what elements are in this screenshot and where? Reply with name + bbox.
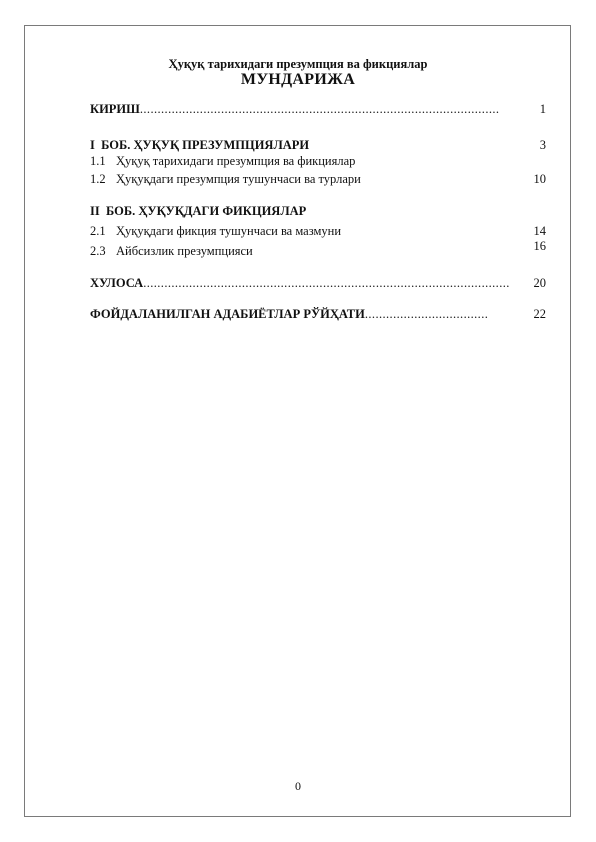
toc-entry-conclusion[interactable]: [90, 275, 546, 291]
toc-section-2-3[interactable]: [90, 241, 546, 257]
toc-page-number: 3: [539, 138, 546, 152]
toc-page-number: 16: [533, 239, 546, 253]
toc-entry-intro[interactable]: [90, 101, 546, 117]
toc-entry-label: II БОБ. ҲУҚУҚДАГИ ФИКЦИЯЛАР: [90, 204, 307, 218]
document-title: Ҳуқуқ тарихидаги презумпция ва фикциялар: [168, 57, 428, 71]
toc-page-number: 22: [533, 307, 546, 321]
page-number: 0: [295, 779, 301, 793]
toc-entry-references[interactable]: [90, 306, 546, 322]
toc-entry-label: Айбсизлик презумпцияси: [116, 244, 253, 258]
dot-leader: ......................................................................................................: [139, 102, 500, 116]
section-number: 1.1: [90, 154, 106, 168]
toc-page-number: 20: [533, 276, 546, 290]
toc-page-number: 10: [533, 172, 546, 186]
toc-section-2-1[interactable]: [90, 223, 546, 239]
toc-entry-label: Ҳуқуқдаги презумпция тушунчаси ва турлари: [116, 172, 361, 186]
toc-entry-label: ХУЛОСА: [90, 276, 144, 290]
section-number: 2.1: [90, 224, 106, 238]
toc-entry-label: ФОЙДАЛАНИЛГАН АДАБИЁТЛАР РЎЙҲАТИ: [90, 307, 365, 321]
toc-entry-label: I БОБ. ҲУҚУҚ ПРЕЗУМПЦИЯЛАРИ: [90, 138, 310, 152]
dot-leader: ........................................................................................................: [143, 276, 510, 290]
section-number: 2.3: [90, 244, 106, 258]
toc-entry-label: КИРИШ: [90, 102, 140, 116]
toc-heading: МУНДАРИЖА: [240, 71, 356, 88]
toc-section-1-2[interactable]: [90, 171, 546, 187]
section-number: 1.2: [90, 172, 106, 186]
toc-chapter-1[interactable]: [90, 137, 546, 153]
toc-entry-label: Ҳуқуқ тарихидаги презумпция ва фикциялар: [116, 154, 356, 168]
toc-section-1-1[interactable]: [90, 153, 546, 169]
toc-entry-label: Ҳуқуқдаги фикция тушунчаси ва мазмуни: [116, 224, 342, 238]
toc-page-number: 14: [533, 224, 546, 238]
toc-page-number: 1: [539, 102, 546, 116]
toc-chapter-2[interactable]: [90, 203, 546, 219]
dot-leader: ...................................: [364, 307, 489, 321]
